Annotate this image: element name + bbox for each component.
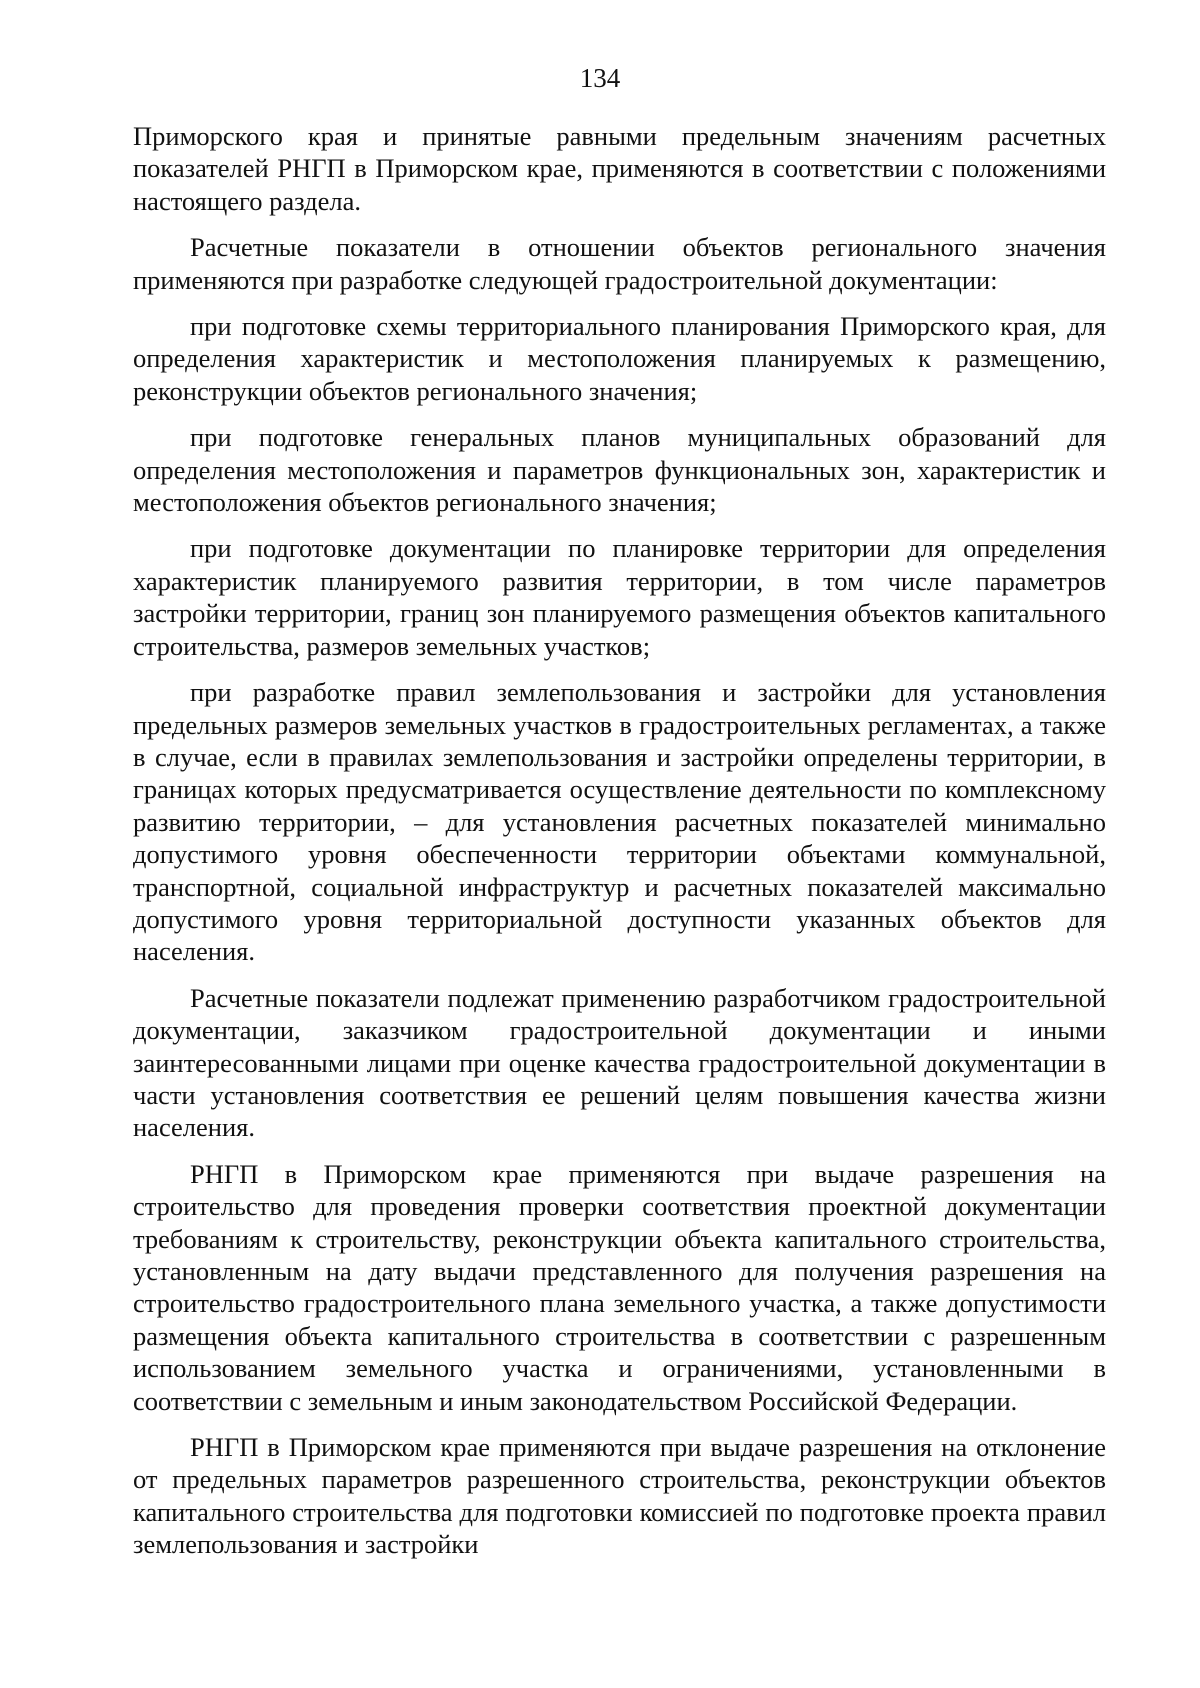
paragraph-planning-documentation: при подготовке документации по планировке территории для определения характеристик планируемого развития территории, в том числе параметров застройки территории, границ зон планируемого размещения объектов капитального строительства, размеров земельных участков; [133,533,1106,661]
paragraph-general-plans: при подготовке генеральных планов муниципальных образований для определения местоположения и параметров функциональных зон, характеристик и местоположения объектов регионального значения; [133,422,1106,518]
page-number: 134 [579,63,621,93]
paragraph-continuation: Приморского края и принятые равными предельным значениям расчетных показателей РНГП в Приморском крае, применяются в соответствии с положениями настоящего раздела. [133,121,1106,216]
paragraph-applicability-intro: Расчетные показатели в отношении объектов регионального значения применяются при разработке следующей градостроительной документации: [133,232,1106,295]
paragraph-land-use-rules: при разработке правил землепользования и застройки для установления предельных размеров земельных участков в градостроительных регламентах, а также в случае, если в правилах землепользования и застройки определены территории, в границах которых предусматривается осуществление деятельности по комплексному развитию территории, – для установления расчетных показателей минимально допустимого уровня обеспеченности территории объектами коммунальной, транспортной, социальной инфраструктур и расчетных показателей максимально допустимого уровня территориальной доступности указанных объектов для населения. [133,677,1106,967]
paragraph-territorial-planning-scheme: при подготовке схемы территориального планирования Приморского края, для определения характеристик и местоположения планируемых к размещению, реконструкции объектов регионального значения; [133,311,1106,406]
paragraph-quality-assessment: Расчетные показатели подлежат применению разработчиком градостроительной документации, заказчиком градостроительной документации и иными заинтересованными лицами при оценке качества градостроительной документации в части установления соответствия ее решений целям повышения качества жизни населения. [133,982,1106,1143]
paragraph-construction-permit: РНГП в Приморском крае применяются при выдаче разрешения на строительство для проведения проверки соответствия проектной документации требованиям к строительству, реконструкции объекта капитального строительства, установленным на дату выдачи представленного для получения разрешения на строительство градостроительного плана земельного участка, а также допустимости размещения объекта капитального строительства в соответствии с разрешенным использованием земельного участка и ограничениями, установленными в соответствии с земельным и иным законодательством Российской Федерации. [133,1158,1106,1416]
paragraph-deviation-permit: РНГП в Приморском крае применяются при выдаче разрешения на отклонение от предельных параметров разрешенного строительства, реконструкции объектов капитального строительства для подготовки комиссией по подготовке проекта правил землепользования и застройки [133,1432,1106,1560]
document-body [133,120,1106,1561]
